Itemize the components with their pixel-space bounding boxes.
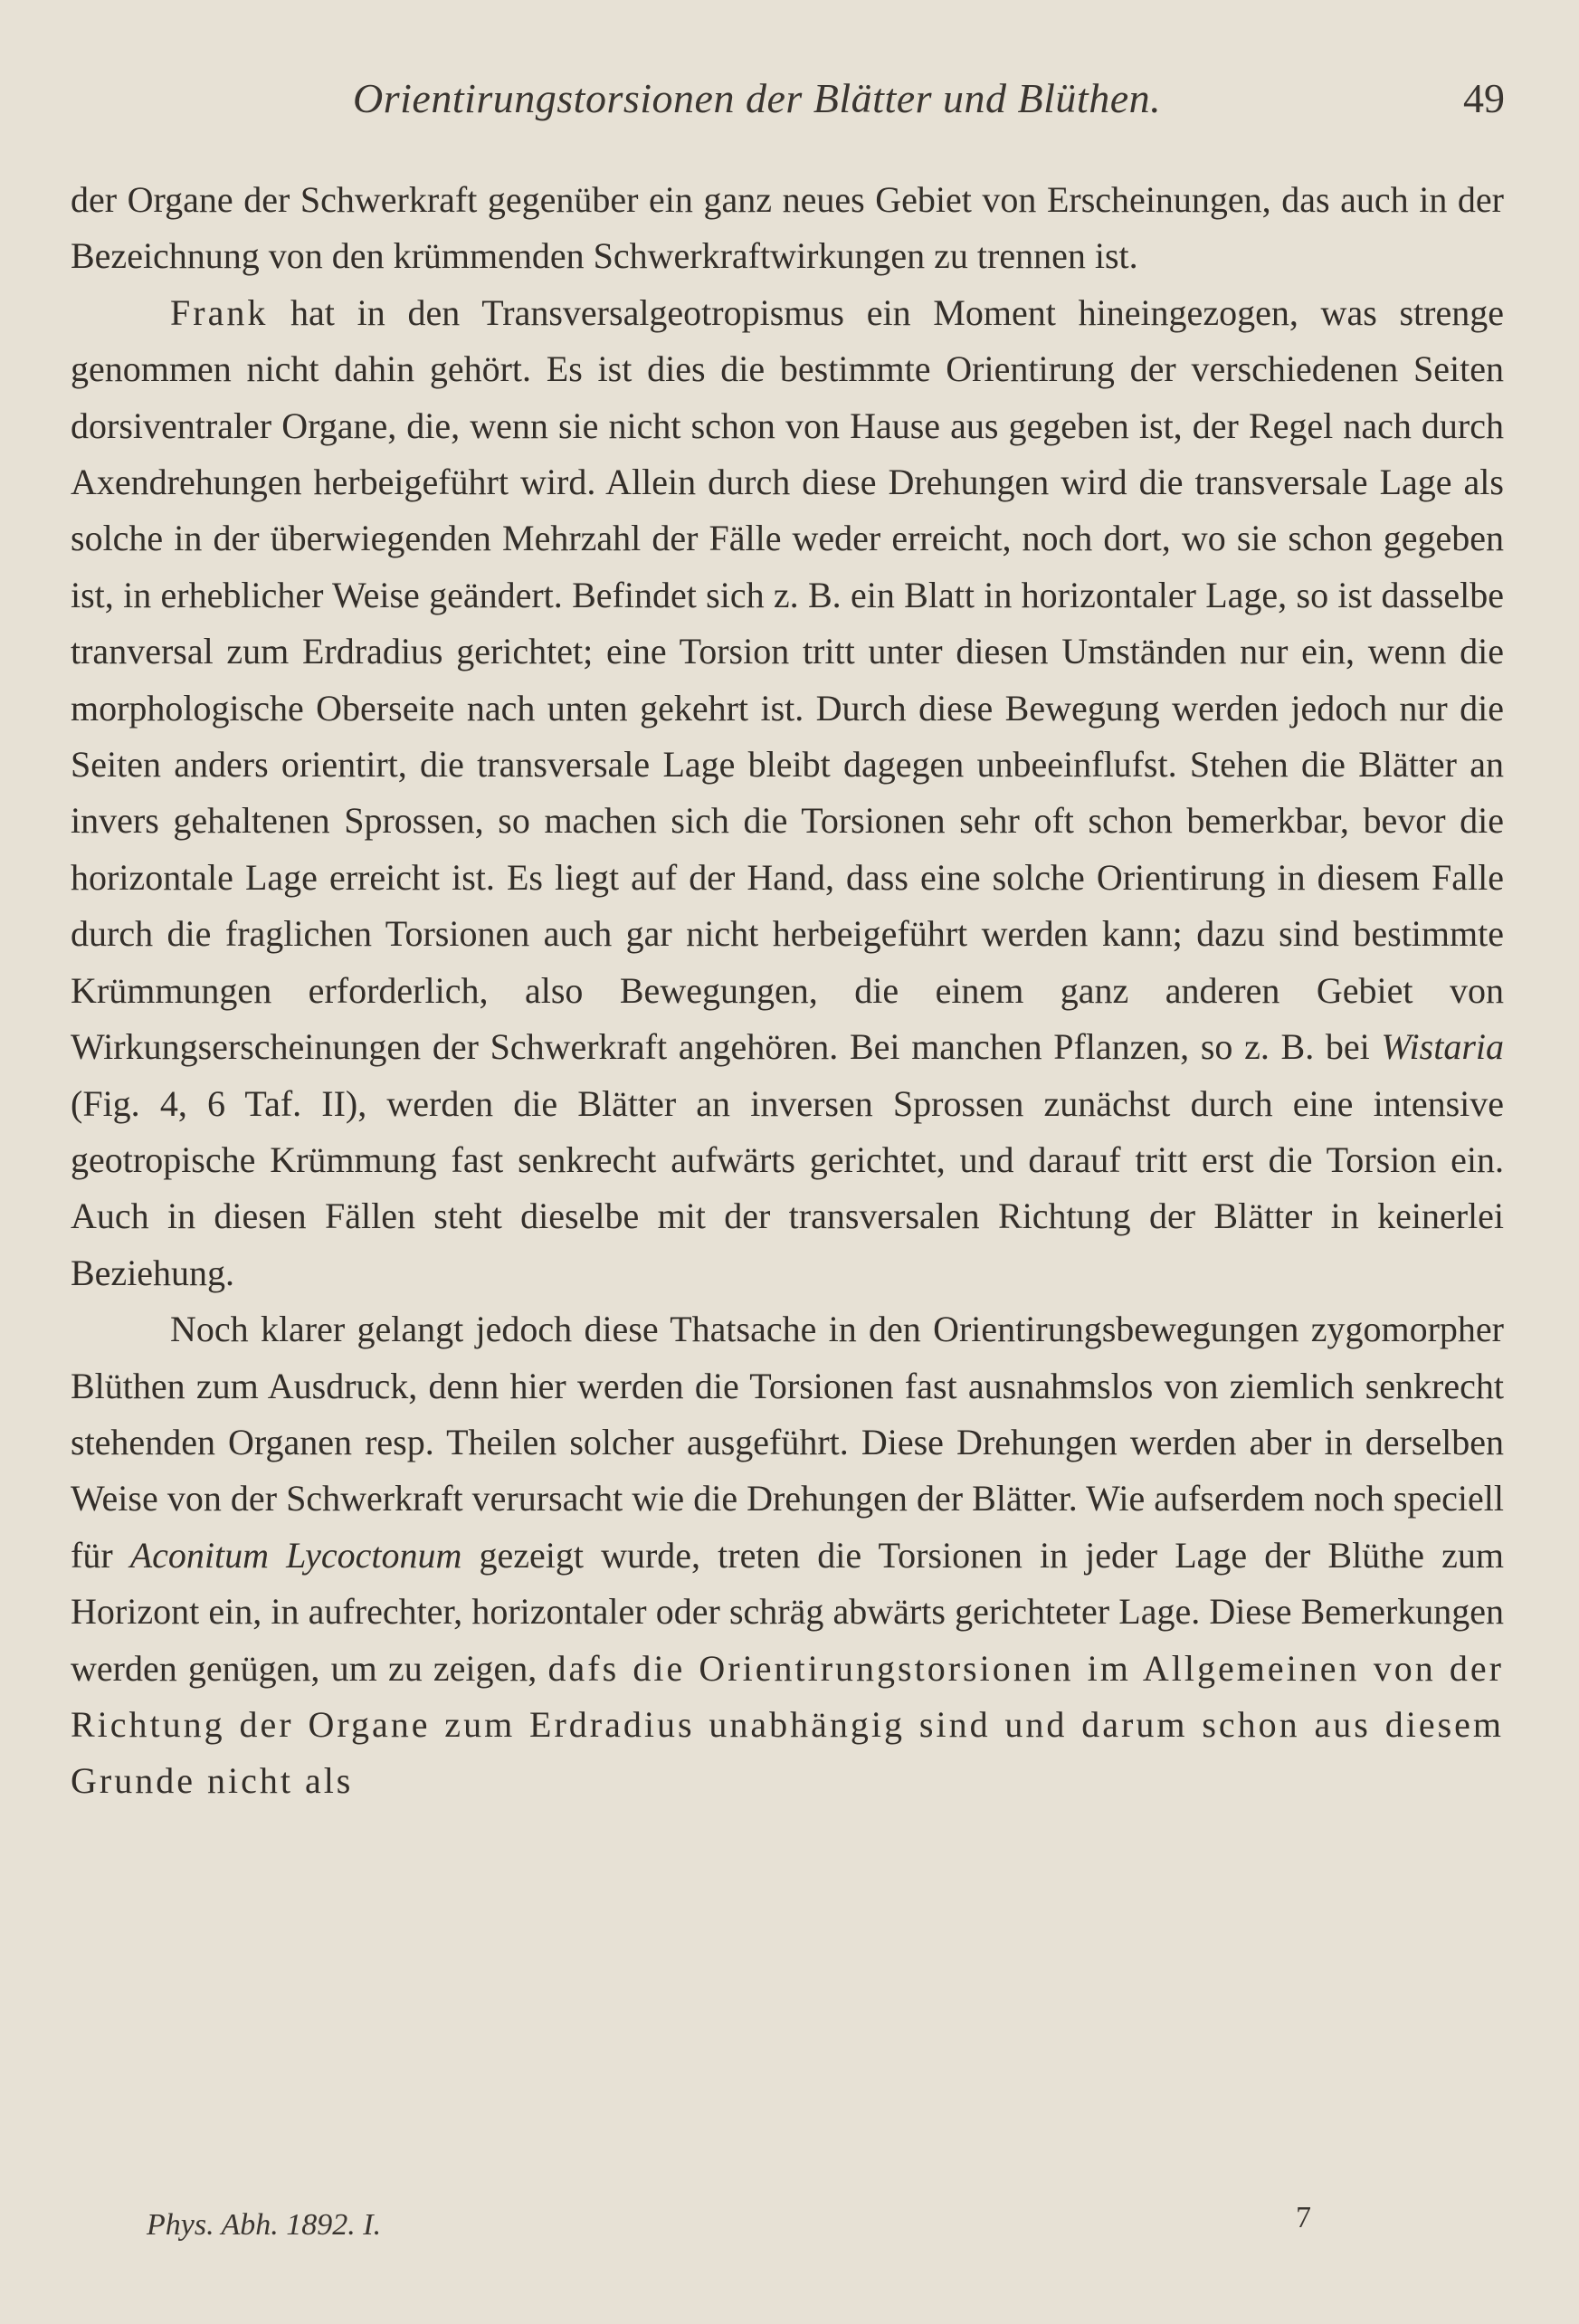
- body-text: [71, 172, 1504, 1810]
- paragraph-3-text-b: gezeigt wurde, treten die Torsionen in jeder Lage der Blüthe zum Horizont ein, in aufrechter, horizontaler oder schräg abwärts gerichteter Lage. Diese Bemerkungen werden genügen, um zu zeigen,: [71, 1534, 1505, 1689]
- paragraph-2-text-a: hat in den Transversalgeotropismus ein Moment hineingezogen, was strenge genommen nicht dahin gehört. Es ist dies die bestimmte Orientirung der verschiedenen Seiten dorsiventraler Organe, die, wenn sie nicht schon von Hause aus gegeben ist, der Regel nach durch Axendrehungen herbeigeführt wird. Allein durch diese Drehungen wird die transversale Lage als solche in der überwiegenden Mehrzahl der Fälle weder erreicht, noch dort, wo sie schon gegeben ist, in erheblicher Weise geändert. Befindet sich z. B. ein Blatt in horizontaler Lage, so ist dasselbe tranversal zum Erdradius gerichtet; eine Torsion tritt unter diesen Umständen nur ein, wenn die morphologische Oberseite nach unten gekehrt ist. Durch diese Bewegung werden jedoch nur die Seiten anders orientirt, die transversale Lage bleibt dagegen unbeeinflufst. Stehen die Blätter an invers gehaltenen Sprossen, so machen sich die Torsionen sehr oft schon bemerkbar, bevor die horizontale Lage erreicht ist. Es liegt auf der Hand, dass eine solche Orientirung in diesem Falle durch die fraglichen Torsionen auch gar nicht herbeigeführt werden kann; dazu sind bestimmte Krümmungen erforderlich, also Bewegungen, die einem ganz anderen Gebiet von Wirkungserscheinungen der Schwerkraft angehören. Bei manchen Pflanzen, so z. B. bei: [71, 291, 1504, 1068]
- paragraph-3-text-a: Noch klarer gelangt jedoch diese Thatsache in den Orientirungsbewegungen zygomorpher Blüthen zum Ausdruck, denn hier werden die Torsionen fast ausnahmslos von ziemlich senkrecht stehenden Organen resp. Theilen solcher ausgeführt. Diese Drehungen werden aber in derselben Weise von der Schwerkraft verursacht wie die Drehungen der Blätter. Wie aufserdem noch speciell für: [71, 1309, 1504, 1576]
- paragraph-3: [71, 1301, 1504, 1810]
- running-head: [0, 74, 1579, 129]
- page-number: 49: [1463, 75, 1505, 121]
- paragraph-2: [71, 285, 1504, 1301]
- species-aconitum: Aconitum Lycoctonum: [129, 1534, 462, 1576]
- signature-mark: 7: [1296, 2201, 1311, 2234]
- footer: [0, 2201, 1579, 2262]
- author-name-frank: Frank: [170, 291, 269, 333]
- footer-citation: Phys. Abh. 1892. I.: [147, 2208, 382, 2242]
- emphasized-conclusion: dafs die Orientirungstorsionen im Allgemeinen von der Richtung der Organe zum Erdradius unabhängig sind und darum schon aus diesem Grunde nicht als: [71, 1647, 1504, 1802]
- paragraph-1: der Organe der Schwerkraft gegenüber ein ganz neues Gebiet von Erscheinungen, das auch in der Bezeichnung von den krümmenden Schwerkraftwirkungen zu trennen ist.: [71, 179, 1504, 277]
- running-title: Orientirungstorsionen der Blätter und Blüthen.: [353, 75, 1162, 121]
- paragraph-2-text-b: (Fig. 4, 6 Taf. II), werden die Blätter an inversen Sprossen zunächst durch eine intensive geotropische Krümmung fast senkrecht aufwärts gerichtet, und darauf tritt erst die Torsion ein. Auch in diesen Fällen steht dieselbe mit der transversalen Richtung der Blätter in keinerlei Beziehung.: [71, 1082, 1504, 1293]
- species-wistaria: Wistaria: [1381, 1026, 1504, 1068]
